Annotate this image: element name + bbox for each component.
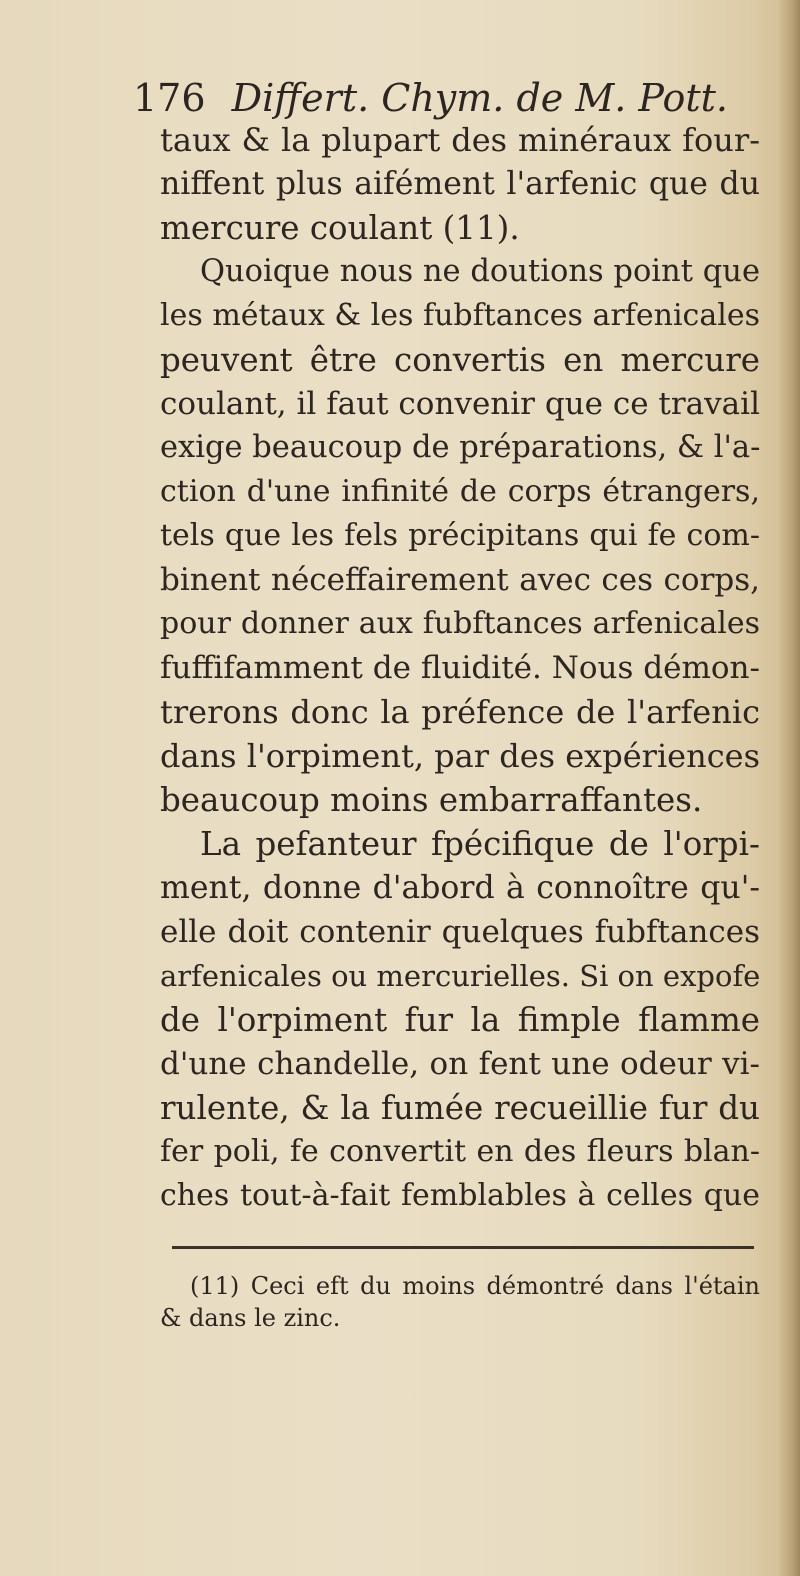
text-line: elle doit contenir quelques fubftances xyxy=(160,914,760,950)
text-line: de l'orpiment fur la fimple flamme xyxy=(160,1001,760,1039)
text-line: La pefanteur fpécifique de l'orpi- xyxy=(200,825,760,863)
text-line: beaucoup moins embarraffantes. xyxy=(160,781,703,819)
text-line: mercure coulant (11). xyxy=(160,209,520,247)
footnote-rule xyxy=(172,1246,754,1249)
footnote xyxy=(160,1270,760,1334)
text-line: niffent plus aifément l'arfenic que du xyxy=(160,166,760,202)
text-line: d'une chandelle, on fent une odeur vi- xyxy=(160,1046,760,1082)
text-line: coulant, il faut convenir que ce travail xyxy=(160,386,760,422)
footnote-line: & dans le zinc. xyxy=(160,1304,341,1332)
text-line: pour donner aux fubftances arfenicales xyxy=(160,606,760,641)
text-line: fuffifamment de fluidité. Nous démon- xyxy=(160,650,760,686)
text-line: taux & la plupart des minéraux four- xyxy=(160,121,760,159)
text-line: fer poli, fe convertit en des fleurs blan- xyxy=(160,1134,760,1169)
text-line: ches tout-à-fait femblables à celles que xyxy=(160,1178,760,1213)
text-line: ction d'une infinité de corps étrangers, xyxy=(160,474,760,509)
running-head xyxy=(133,74,728,122)
text-line: tels que les fels précipitans qui fe com- xyxy=(160,518,760,553)
text-line: exige beaucoup de préparations, & l'a- xyxy=(160,430,761,465)
footnote-line: (11) Ceci eft du moins démontré dans l'étain xyxy=(190,1272,760,1300)
text-line: dans l'orpiment, par des expériences xyxy=(160,737,760,775)
text-line: ment, donne d'abord à connoître qu'- xyxy=(160,870,760,906)
running-head-title: Differt. Chym. de M. Pott. xyxy=(231,76,728,120)
page-edge-shadow xyxy=(778,0,800,1576)
text-line: les métaux & les fubftances arfenicales xyxy=(160,298,760,333)
text-line: arfenicales ou mercurielles. Si on expofe xyxy=(160,959,761,993)
text-line: peuvent être convertis en mercure xyxy=(160,341,760,379)
text-line: trerons donc la préfence de l'arfenic xyxy=(160,693,760,731)
text-line: Quoique nous ne doutions point que xyxy=(200,254,760,289)
text-line: rulente, & la fumée recueillie fur du xyxy=(160,1089,760,1127)
body-text xyxy=(160,118,760,1218)
text-line: binent néceffairement avec ces corps, xyxy=(160,562,760,598)
page-number: 176 xyxy=(133,76,206,120)
